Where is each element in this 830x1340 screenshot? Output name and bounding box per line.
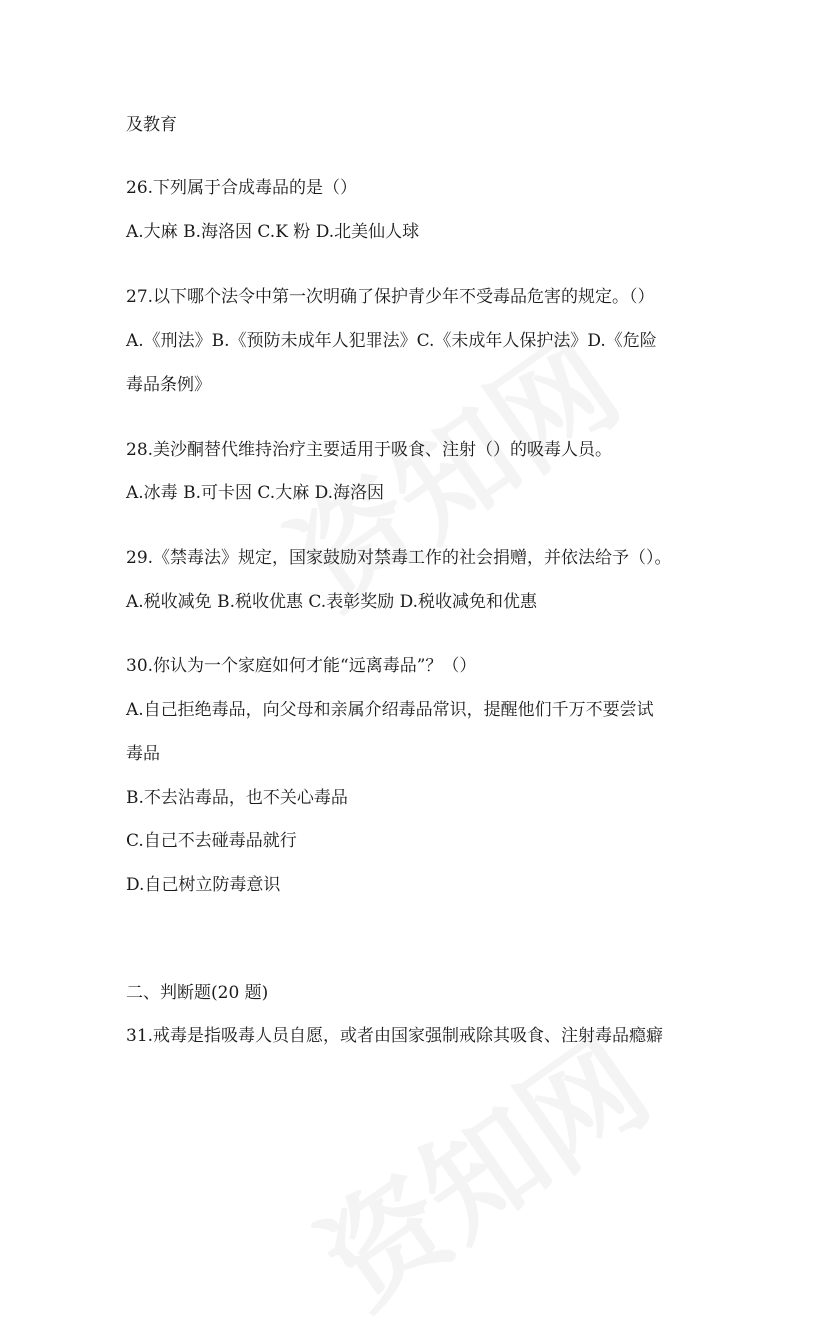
question-29-options: A.税收减免 B.税收优惠 C.表彰奖励 D.税收减免和优惠	[126, 592, 538, 612]
question-30-option-a-cont: 毒品	[126, 744, 160, 764]
question-27-options: A.《刑法》B.《预防未成年人犯罪法》C.《未成年人保护法》D.《危险	[126, 331, 657, 351]
question-28-options: A.冰毒 B.可卡因 C.大麻 D.海洛因	[126, 483, 385, 503]
section-heading-true-false: 二、判断题(20 题)	[126, 983, 269, 1003]
question-29: 29.《禁毒法》规定，国家鼓励对禁毒工作的社会捐赠，并依法给予（）。	[126, 548, 672, 568]
question-30-option-a: A.自己拒绝毒品，向父母和亲属介绍毒品常识，提醒他们千万不要尝试	[126, 700, 654, 720]
question-30: 30.你认为一个家庭如何才能“远离毒品”？（）	[126, 656, 477, 676]
text-line-continuation: 及教育	[126, 115, 177, 135]
question-30-option-d: D.自己树立防毒意识	[126, 875, 281, 895]
question-30-option-b: B.不去沾毒品，也不关心毒品	[126, 788, 348, 808]
question-30-option-c: C.自己不去碰毒品就行	[126, 831, 297, 851]
question-26: 26.下列属于合成毒品的是（）	[126, 178, 358, 198]
question-27: 27.以下哪个法令中第一次明确了保护青少年不受毒品危害的规定。（）	[126, 287, 655, 307]
question-27-options-cont: 毒品条例》	[126, 375, 211, 395]
question-26-options: A.大麻 B.海洛因 C.K 粉 D.北美仙人球	[126, 222, 420, 242]
question-31: 31.戒毒是指吸毒人员自愿，或者由国家强制戒除其吸食、注射毒品瘾癖	[126, 1026, 664, 1046]
question-28: 28.美沙酮替代维持治疗主要适用于吸食、注射（）的吸毒人员。	[126, 440, 613, 460]
